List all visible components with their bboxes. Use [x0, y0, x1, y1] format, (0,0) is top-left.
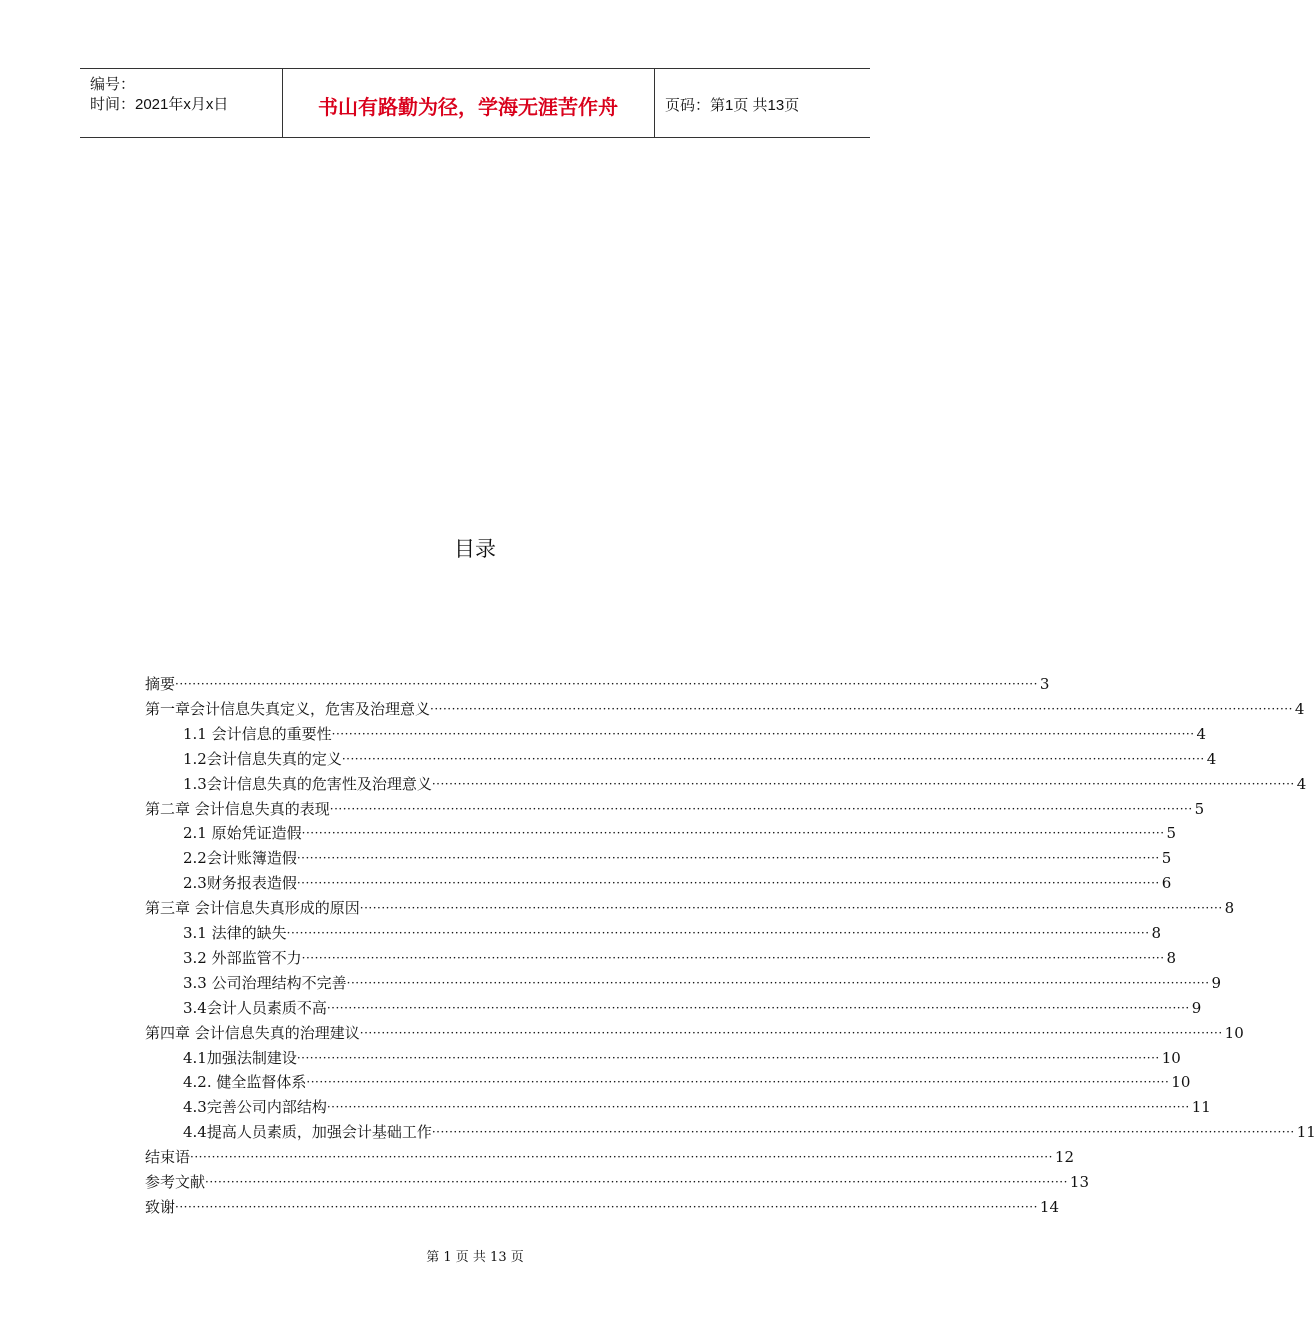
toc-entry-page: 10: [1171, 1073, 1191, 1092]
toc-entry-page: 10: [1161, 1048, 1181, 1067]
toc-leader-dots: ········································································································································································································: [296, 876, 1160, 891]
toc-entry: [183, 1120, 1316, 1145]
toc-entry: [183, 921, 1162, 946]
toc-leader-dots: ········································································································································································································: [190, 1150, 1053, 1165]
toc-entry: [145, 1170, 1089, 1195]
toc-entry: [145, 1145, 1074, 1170]
toc-entry: [145, 896, 1235, 921]
toc-leader-dots: ········································································································································································································: [331, 726, 1195, 741]
toc-title: 目录: [454, 537, 496, 561]
toc-entry-title: 结束语: [145, 1148, 191, 1167]
toc-entry: [183, 971, 1222, 996]
toc-entry: [183, 871, 1172, 896]
toc-entry: [183, 1095, 1211, 1120]
toc-entry-page: 5: [1194, 799, 1205, 818]
toc-entry-page: 6: [1161, 874, 1172, 893]
toc-entry: [183, 1070, 1191, 1095]
toc-leader-dots: ········································································································································································································: [346, 975, 1210, 990]
toc-leader-dots: ········································································································································································································: [359, 901, 1223, 916]
toc-entry-title: 致谢: [145, 1197, 176, 1216]
toc-entry-title: 4.3完善公司内部结构: [183, 1098, 327, 1117]
toc-entry-title: 4.1加强法制建设: [183, 1048, 297, 1067]
toc-entry: [145, 672, 1050, 697]
toc-entry-title: 参考文献: [145, 1173, 206, 1191]
toc-entry-title: 第三章 会计信息失真形成的原因: [145, 899, 360, 918]
toc-entry: [183, 772, 1307, 797]
toc-entry: [183, 722, 1207, 747]
toc-entry-page: 4: [1196, 724, 1207, 743]
toc-entry: [183, 946, 1177, 971]
toc-entry-title: 2.1 原始凭证造假: [183, 824, 302, 843]
toc-leader-dots: ········································································································································································································: [431, 776, 1295, 791]
date-label: 时间：2021年x月x日: [90, 96, 229, 113]
header-motto: 书山有路勤为径，学海无涯苦作舟: [318, 95, 618, 119]
toc-entry: [183, 996, 1202, 1021]
toc-entry: [183, 821, 1177, 846]
toc-entry-page: 11: [1191, 1098, 1211, 1117]
toc-entry-title: 2.2会计账簿造假: [183, 849, 297, 868]
toc-leader-dots: ········································································································································································································: [359, 1025, 1223, 1040]
toc-leader-dots: ········································································································································································································: [301, 950, 1165, 965]
toc-entry-page: 11: [1296, 1123, 1316, 1142]
toc-leader-dots: ········································································································································································································: [329, 801, 1193, 816]
header-page-info: 页码：第1页 共13页: [665, 97, 800, 114]
toc-leader-dots: ········································································································································································································: [431, 1125, 1295, 1140]
toc-leader-dots: ········································································································································································································: [326, 1100, 1190, 1115]
toc-entry-page: 5: [1166, 824, 1177, 843]
toc-leader-dots: ········································································································································································································: [306, 1075, 1170, 1090]
toc-entry-title: 3.3 公司治理结构不完善: [183, 973, 347, 992]
header-right-cell: [655, 69, 870, 137]
toc-leader-dots: ········································································································································································································: [296, 1050, 1160, 1065]
toc-leader-dots: ········································································································································································································: [430, 701, 1293, 716]
toc-leader-dots: ········································································································································································································: [286, 926, 1150, 940]
toc-entry-title: 第一章会计信息失真定义，危害及治理意义: [145, 699, 431, 718]
toc-entry-page: 3: [1039, 675, 1050, 693]
toc-entry-page: 8: [1166, 948, 1177, 967]
toc-entry-page: 8: [1224, 899, 1235, 918]
toc-entry-title: 3.4会计人员素质不高: [183, 998, 327, 1017]
toc-entry-title: 1.1 会计信息的重要性: [183, 724, 332, 743]
toc-entry-page: 4: [1206, 749, 1217, 768]
page-footer: 第 1 页 共 13 页: [426, 1250, 524, 1265]
toc-entry: [145, 697, 1305, 722]
toc-entry-page: 10: [1224, 1023, 1244, 1042]
toc-entry: [145, 1195, 1059, 1220]
toc-entry-title: 第四章 会计信息失真的治理建议: [145, 1023, 360, 1042]
toc-entry-page: 4: [1294, 699, 1305, 718]
toc-leader-dots: ········································································································································································································: [296, 851, 1160, 866]
toc-entry-title: 3.1 法律的缺失: [183, 924, 287, 942]
toc-entry-title: 摘要: [145, 675, 176, 693]
toc-entry-title: 3.2 外部监管不力: [183, 948, 302, 967]
number-label: 编号：: [90, 76, 136, 93]
toc-entry-page: 9: [1211, 973, 1222, 992]
toc-entry-page: 5: [1161, 849, 1172, 868]
toc-entry-page: 13: [1069, 1173, 1089, 1191]
header-left-cell: [80, 69, 283, 137]
toc-entry-title: 1.3会计信息失真的危害性及治理意义: [183, 774, 432, 793]
toc-entry-page: 12: [1054, 1148, 1074, 1167]
toc-entry: [183, 747, 1217, 772]
toc-leader-dots: ········································································································································································································: [175, 677, 1038, 691]
toc-leader-dots: ········································································································································································································: [301, 826, 1165, 841]
document-header: [80, 68, 870, 138]
toc-entry: [145, 1021, 1244, 1046]
toc-entry-page: 14: [1039, 1197, 1059, 1216]
toc-entry-title: 2.3财务报表造假: [183, 874, 297, 893]
toc-entry-title: 4.4提高人员素质，加强会计基础工作: [183, 1123, 432, 1142]
toc-entry-title: 第二章 会计信息失真的表现: [145, 799, 330, 818]
toc-leader-dots: ········································································································································································································: [326, 1000, 1190, 1015]
toc-entry-page: 9: [1191, 998, 1202, 1017]
toc-entry: [145, 797, 1205, 822]
toc-entry: [183, 846, 1172, 871]
toc-leader-dots: ········································································································································································································: [341, 751, 1205, 766]
toc-leader-dots: ········································································································································································································: [175, 1199, 1038, 1214]
toc-leader-dots: ········································································································································································································: [205, 1175, 1068, 1189]
toc-entry-title: 4.2. 健全监督体系: [183, 1073, 307, 1092]
toc-entry: [183, 1046, 1181, 1071]
toc-entry-title: 1.2会计信息失真的定义: [183, 749, 342, 768]
header-middle-cell: [282, 69, 655, 137]
toc-entry-page: 8: [1151, 924, 1162, 942]
toc-entry-page: 4: [1296, 774, 1307, 793]
